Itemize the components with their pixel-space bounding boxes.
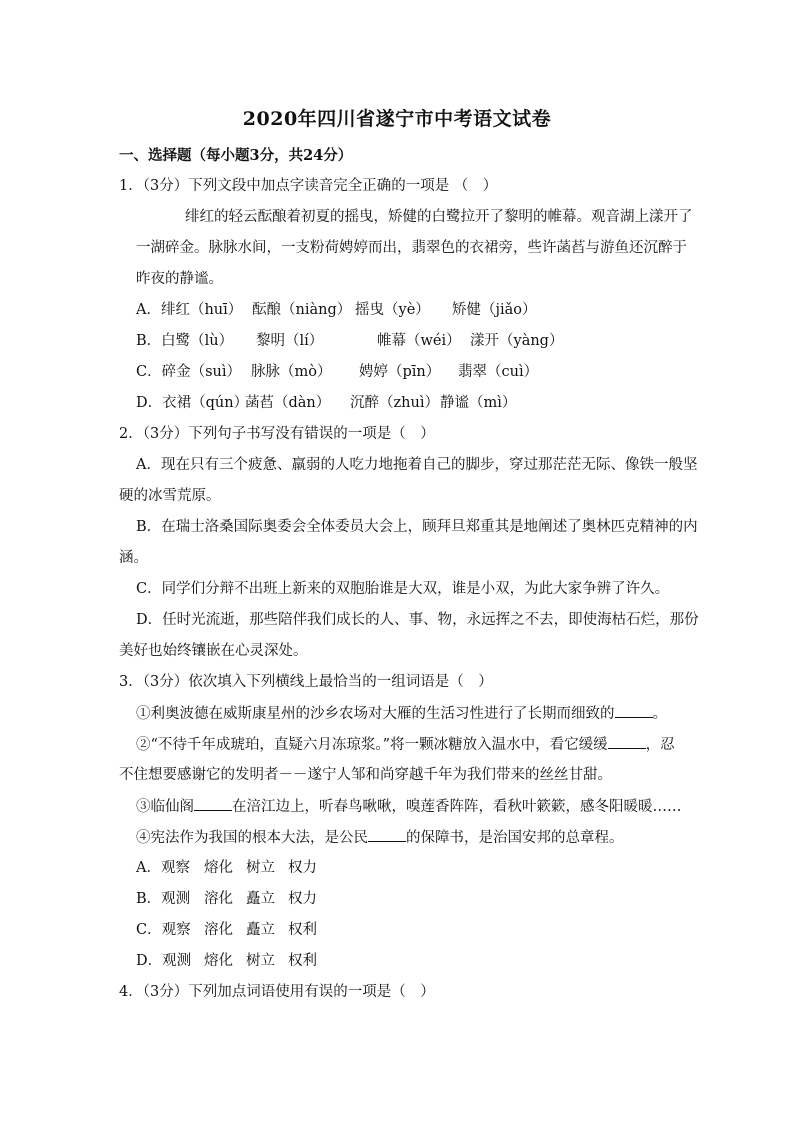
- section-heading: 一、选择题（每小题3分，共24分）: [119, 147, 353, 164]
- q3-option-c-2: 溶化: [204, 922, 233, 938]
- q3-sentence-2: [136, 734, 675, 755]
- q3-sentence-2-continued: 不住想要感谢它的发明者－－遂宁人邹和尚穿越千年为我们带来的丝丝甘甜。: [119, 767, 612, 783]
- q3-option-d-2: 熔化: [204, 953, 233, 969]
- q1-option-c-2: 脉脉（mò）: [251, 364, 332, 380]
- q3-option-a-2: 熔化: [204, 860, 233, 876]
- q3-option-b-1: B．观测: [136, 891, 191, 907]
- q1-option-c-4: 翡翠（cuì）: [458, 364, 539, 380]
- q3-option-d-1: D．观测: [136, 953, 192, 969]
- question-4-stem: 4．（3分）下列加点词语使用有误的一项是（ ）: [119, 984, 435, 1000]
- q3-sentence-3-text: 在涪江边上，听春鸟啾啾，嗅莲香阵阵，看秋叶簌簌，感冬阳暖暖……: [232, 799, 682, 815]
- q3-sentence-4-start: ④宪法作为我国的根本大法，是公民: [136, 830, 368, 846]
- question-2-stem: 2．（3分）下列句子书写没有错误的一项是（ ）: [119, 426, 435, 442]
- q1-option-b-3: 帷幕（wéi）: [377, 333, 461, 349]
- q1-option-c-1: C．碎金（suì）: [136, 364, 242, 380]
- q1-option-d-1: D．衣裙（qún）: [136, 395, 249, 411]
- q2-option-d-line-1: D．任时光流逝，那些陪伴我们成长的人、事、物，永远挥之不去，即使海枯石烂，那份: [136, 612, 699, 628]
- q1-option-b-4: 漾开（yàng）: [470, 333, 564, 349]
- q2-option-d-line-2: 美好也始终镶嵌在心灵深处。: [119, 643, 308, 659]
- q1-option-d-2: 菡萏（dàn）: [245, 395, 331, 411]
- q3-sentence-3: [136, 796, 682, 817]
- q3-sentence-1: [136, 703, 667, 724]
- q3-option-b-4: 权力: [288, 891, 317, 907]
- q2-option-c-line-1: C．同学们分辩不出班上新来的双胞胎谁是大双，谁是小双，为此大家争辨了许久。: [136, 581, 670, 597]
- q3-option-c-4: 权利: [288, 922, 317, 938]
- q3-option-d-4: 权利: [288, 953, 317, 969]
- answer-blank: [368, 827, 406, 842]
- q3-option-c-1: C．观察: [136, 922, 191, 938]
- q1-option-b-2: 黎明（lí）: [256, 333, 324, 349]
- q3-sentence-2-end: ，忍: [645, 737, 675, 753]
- q2-option-a-line-2: 硬的冰雪荒原。: [119, 488, 221, 504]
- question-1-passage-line-2: 一湖碎金。脉脉水间，一支粉荷娉婷而出，翡翠色的衣裙旁，些许菡萏与游鱼还沉醉于: [136, 240, 687, 256]
- q1-option-a-1: A．绯红（huī）: [136, 302, 243, 318]
- q1-option-c-3: 娉婷（pīn）: [359, 364, 441, 380]
- q1-option-a-2: 酝酿（niàng）: [252, 302, 352, 318]
- q3-option-c-3: 矗立: [246, 922, 275, 938]
- q2-option-b-line-2: 涵。: [119, 550, 148, 566]
- q1-option-a-3: 摇曳（yè）: [355, 302, 430, 318]
- q3-sentence-1-end: 。: [652, 706, 667, 722]
- q3-sentence-3-start: ③临仙阁: [136, 799, 194, 815]
- q3-option-b-3: 矗立: [246, 891, 275, 907]
- question-1-passage-line-3: 昨夜的静谧。: [136, 271, 223, 287]
- q3-sentence-2-text: ②“不待千年成琥珀，直疑六月冻琼浆。”将一颗冰糖放入温水中，看它缓缓: [136, 737, 608, 753]
- answer-blank: [194, 796, 232, 811]
- answer-blank: [615, 703, 653, 718]
- q3-sentence-4-text: 的保障书，是治国安邦的总章程。: [406, 830, 624, 846]
- q2-option-b-line-1: B．在瑞士洛桑国际奥委会全体委员大会上，顾拜旦郑重其是地阐述了奥林匹克精神的内: [136, 519, 698, 535]
- q3-option-d-3: 树立: [246, 953, 275, 969]
- q3-option-a-3: 树立: [246, 860, 275, 876]
- q1-option-a-4: 矫健（jiǎo）: [452, 302, 537, 318]
- q3-option-a-4: 权力: [288, 860, 317, 876]
- q1-option-d-3: 沉醉（zhuì）: [350, 395, 439, 411]
- q3-sentence-4: [136, 827, 624, 848]
- q3-option-a-1: A．观察: [136, 860, 190, 876]
- question-1-stem: 1．（3分）下列文段中加点字读音完全正确的一项是 （ ）: [119, 178, 498, 194]
- question-3-stem: 3．（3分）依次填入下列横线上最恰当的一组词语是（ ）: [119, 674, 493, 690]
- answer-blank: [608, 734, 646, 749]
- q3-option-b-2: 溶化: [204, 891, 233, 907]
- q2-option-a-line-1: A．现在只有三个疲惫、羸弱的人吃力地拖着自己的脚步，穿过那茫茫无际、像铁一般坚: [136, 457, 698, 473]
- q1-option-b-1: B．白鹭（lù）: [136, 333, 234, 349]
- q3-sentence-1-text: ①利奥波德在威斯康星州的沙乡农场对大雁的生活习性进行了长期而细致的: [136, 706, 615, 722]
- q1-option-d-4: 静谧（mì）: [440, 395, 517, 411]
- page-title: 2020年四川省遂宁市中考语文试卷: [242, 108, 552, 130]
- question-1-passage-line-1: 绯红的轻云酝酿着初夏的摇曳，矫健的白鹭拉开了黎明的帷幕。观音湖上漾开了: [185, 209, 693, 225]
